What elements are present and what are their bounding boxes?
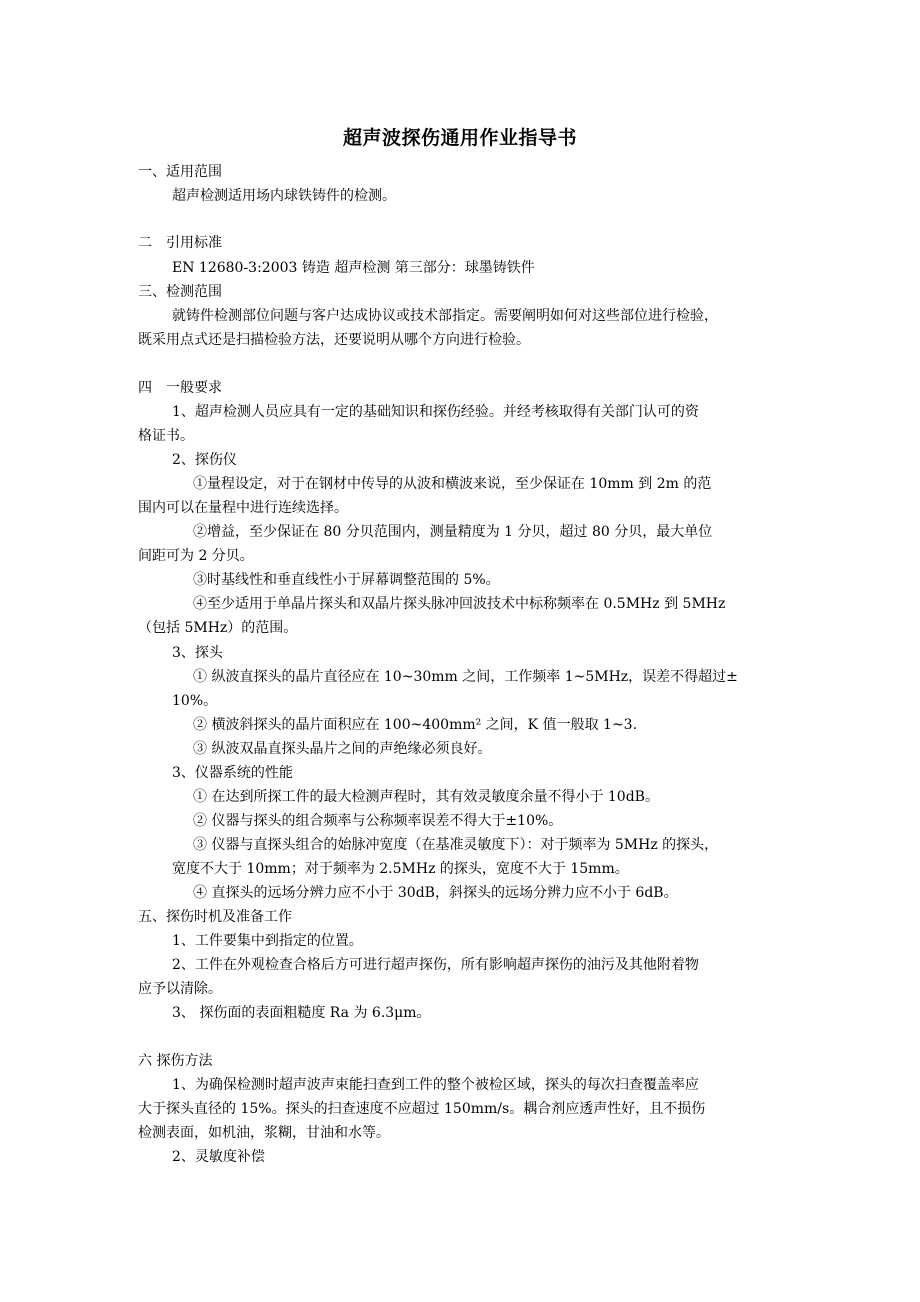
list-item-line: 1、为确保检测时超声波声束能扫查到工件的整个被检区域，探头的每次扫查覆盖率应	[172, 1077, 699, 1093]
sub-item-line: ④至少适用于单晶片探头和双晶片探头脉冲回波技术中标称频率在 0.5MHz 到 5MHz	[193, 596, 726, 612]
sub-item-line: 围内可以在量程中进行连续选择。	[138, 500, 348, 516]
sub-item-line: ① 纵波直探头的晶片直径应在 10~30mm 之间，工作频率 1~5MHz，误差不得超过±	[193, 669, 738, 685]
section-heading-references: 二 引用标准	[138, 235, 222, 251]
list-item-line: 检测表面，如机油，浆糊，甘油和水等。	[138, 1125, 390, 1141]
section-heading-timing-preparation: 五、探伤时机及准备工作	[138, 909, 292, 925]
list-item-line: 大于探头直径的 15%。探头的扫查速度不应超过 150mm/s。耦合剂应透声性好，且不损伤	[138, 1101, 706, 1117]
list-item-line: 应予以清除。	[138, 981, 222, 997]
list-item: 2、探伤仪	[172, 452, 237, 468]
sub-item: ④ 直探头的远场分辨力应不小于 30dB，斜探头的远场分辨力应不小于 6dB。	[193, 885, 678, 901]
sub-item: ② 仪器与探头的组合频率与公称频率误差不得大于±10%。	[193, 813, 563, 829]
section-heading-general-requirements: 四 一般要求	[138, 380, 222, 396]
list-item-line: 格证书。	[138, 428, 194, 444]
paragraph-line: 既采用点式还是扫描检验方法，还要说明从哪个方向进行检验。	[138, 332, 530, 348]
sub-item: ② 横波斜探头的晶片面积应在 100~400mm² 之间，K 值一般取 1~3.	[193, 717, 638, 733]
sub-item: ③ 纵波双晶直探头晶片之间的声绝缘必须良好。	[193, 741, 492, 757]
sub-item: ① 在达到所探工件的最大检测声程时，其有效灵敏度余量不得小于 10dB。	[193, 789, 659, 805]
list-item: 3、 探伤面的表面粗糙度 Ra 为 6.3μm。	[172, 1005, 431, 1021]
sub-item-line: ①量程设定，对于在钢材中传导的从波和横波来说，至少保证在 10mm 到 2m 的范	[193, 476, 712, 492]
sub-item-line: 宽度不大于 10mm；对于频率为 2.5MHz 的探头，宽度不大于 15mm。	[172, 861, 629, 877]
list-item: 2、灵敏度补偿	[172, 1149, 265, 1165]
list-item: 3、探头	[172, 645, 223, 661]
paragraph: 超声检测适用场内球铁铸件的检测。	[172, 188, 396, 204]
list-item: 1、工件要集中到指定的位置。	[172, 933, 363, 949]
sub-item-line: （包括 5MHz）的范围。	[138, 620, 298, 636]
sub-item-line: 间距可为 2 分贝。	[138, 548, 254, 564]
paragraph: EN 12680-3:2003 铸造 超声检测 第三部分：球墨铸铁件	[172, 260, 535, 276]
section-heading-scope: 一、适用范围	[138, 164, 222, 180]
sub-item-line: ③ 仪器与直探头组合的始脉冲宽度（在基准灵敏度下）：对于频率为 5MHz 的探头，	[193, 837, 719, 853]
paragraph-line: 就铸件检测部位问题与客户达成协议或技术部指定。需要阐明如何对这些部位进行检验，	[172, 308, 718, 324]
sub-item-line: ②增益，至少保证在 80 分贝范围内，测量精度为 1 分贝，超过 80 分贝，最大单位	[193, 524, 713, 540]
sub-item-line: 10%。	[172, 693, 218, 709]
sub-item: ③时基线性和垂直线性小于屏幕调整范围的 5%。	[193, 572, 500, 588]
list-item: 3、仪器系统的性能	[172, 765, 293, 781]
section-heading-inspection-range: 三、检测范围	[138, 284, 222, 300]
list-item-line: 2、工件在外观检查合格后方可进行超声探伤，所有影响超声探伤的油污及其他附着物	[172, 957, 699, 973]
section-heading-method: 六 探伤方法	[138, 1053, 213, 1069]
document-title: 超声波探伤通用作业指导书	[342, 127, 577, 149]
list-item-line: 1、超声检测人员应具有一定的基础知识和探伤经验。并经考核取得有关部门认可的资	[172, 404, 699, 420]
